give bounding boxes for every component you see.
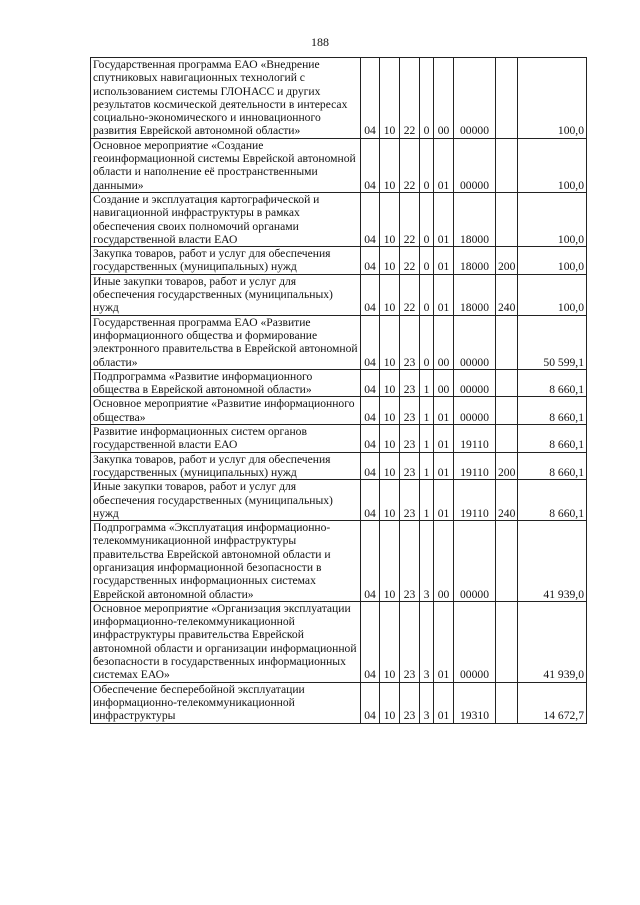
subprogram-code: 3 xyxy=(420,682,434,723)
subsection-code: 10 xyxy=(380,369,400,397)
activity-code: 01 xyxy=(434,274,454,315)
program-code: 23 xyxy=(400,682,420,723)
row-name: Закупка товаров, работ и услуг для обеспечения государственных (муниципальных) нужд xyxy=(91,247,361,275)
subprogram-code: 3 xyxy=(420,601,434,682)
table-row xyxy=(91,682,587,723)
row-name: Основное мероприятие «Развитие информационного общества» xyxy=(91,397,361,425)
subsection-code: 10 xyxy=(380,601,400,682)
subsection-code: 10 xyxy=(380,138,400,192)
activity-code: 01 xyxy=(434,138,454,192)
activity-code: 01 xyxy=(434,601,454,682)
page-number: 188 xyxy=(311,35,329,49)
table-row xyxy=(91,58,587,139)
subsection-code: 10 xyxy=(380,480,400,521)
subsection-code: 10 xyxy=(380,521,400,602)
program-code: 23 xyxy=(400,601,420,682)
subprogram-code: 0 xyxy=(420,274,434,315)
row-name: Закупка товаров, работ и услуг для обеспечения государственных (муниципальных) нужд xyxy=(91,452,361,480)
amount: 100,0 xyxy=(518,192,587,246)
section-code: 04 xyxy=(361,682,380,723)
subprogram-code: 0 xyxy=(420,138,434,192)
section-code: 04 xyxy=(361,480,380,521)
subprogram-code: 0 xyxy=(420,315,434,369)
amount: 100,0 xyxy=(518,58,587,139)
subprogram-code: 0 xyxy=(420,192,434,246)
direction-code: 19310 xyxy=(454,682,496,723)
direction-code: 19110 xyxy=(454,425,496,453)
subsection-code: 10 xyxy=(380,425,400,453)
subprogram-code: 1 xyxy=(420,452,434,480)
subprogram-code: 1 xyxy=(420,369,434,397)
section-code: 04 xyxy=(361,58,380,139)
row-name: Государственная программа ЕАО «Внедрение спутниковых навигационных технологий с использованием системы ГЛОНАСС и других результатов космической деятельности в интересах социально-экономического и инновационного развития Еврейской автономной области» xyxy=(91,58,361,139)
section-code: 04 xyxy=(361,274,380,315)
program-code: 23 xyxy=(400,369,420,397)
table-row xyxy=(91,138,587,192)
activity-code: 00 xyxy=(434,369,454,397)
activity-code: 01 xyxy=(434,480,454,521)
subprogram-code: 3 xyxy=(420,521,434,602)
expense-type-code xyxy=(496,315,518,369)
row-name: Иные закупки товаров, работ и услуг для обеспечения государственных (муниципальных) нужд xyxy=(91,274,361,315)
amount: 50 599,1 xyxy=(518,315,587,369)
activity-code: 01 xyxy=(434,192,454,246)
subprogram-code: 0 xyxy=(420,58,434,139)
section-code: 04 xyxy=(361,425,380,453)
table-row xyxy=(91,369,587,397)
table-row xyxy=(91,397,587,425)
expense-type-code: 240 xyxy=(496,480,518,521)
subprogram-code: 1 xyxy=(420,397,434,425)
table-row xyxy=(91,274,587,315)
amount: 100,0 xyxy=(518,274,587,315)
table-row xyxy=(91,315,587,369)
program-code: 23 xyxy=(400,315,420,369)
activity-code: 01 xyxy=(434,397,454,425)
activity-code: 01 xyxy=(434,425,454,453)
expense-type-code: 240 xyxy=(496,274,518,315)
amount: 100,0 xyxy=(518,138,587,192)
direction-code: 00000 xyxy=(454,58,496,139)
direction-code: 18000 xyxy=(454,192,496,246)
subsection-code: 10 xyxy=(380,315,400,369)
direction-code: 00000 xyxy=(454,397,496,425)
expense-type-code xyxy=(496,138,518,192)
table-row xyxy=(91,247,587,275)
budget-table xyxy=(90,57,587,724)
section-code: 04 xyxy=(361,521,380,602)
amount: 8 660,1 xyxy=(518,425,587,453)
row-name: Основное мероприятие «Организация эксплуатации информационно-телекоммуникационной инфраструктуры правительства Еврейской автономной области и организации информационной безопасности в государственных информационных системах ЕАО» xyxy=(91,601,361,682)
program-code: 22 xyxy=(400,274,420,315)
expense-type-code xyxy=(496,425,518,453)
direction-code: 19110 xyxy=(454,452,496,480)
table-body xyxy=(91,58,587,724)
section-code: 04 xyxy=(361,247,380,275)
direction-code: 18000 xyxy=(454,247,496,275)
section-code: 04 xyxy=(361,369,380,397)
amount: 8 660,1 xyxy=(518,452,587,480)
expense-type-code xyxy=(496,397,518,425)
row-name: Подпрограмма «Развитие информационного общества в Еврейской автономной области» xyxy=(91,369,361,397)
section-code: 04 xyxy=(361,138,380,192)
subsection-code: 10 xyxy=(380,58,400,139)
activity-code: 01 xyxy=(434,682,454,723)
subsection-code: 10 xyxy=(380,274,400,315)
amount: 8 660,1 xyxy=(518,369,587,397)
amount: 100,0 xyxy=(518,247,587,275)
subprogram-code: 1 xyxy=(420,425,434,453)
row-name: Иные закупки товаров, работ и услуг для обеспечения государственных (муниципальных) нужд xyxy=(91,480,361,521)
subsection-code: 10 xyxy=(380,682,400,723)
activity-code: 00 xyxy=(434,315,454,369)
direction-code: 00000 xyxy=(454,601,496,682)
table-row xyxy=(91,601,587,682)
program-code: 22 xyxy=(400,58,420,139)
direction-code: 00000 xyxy=(454,138,496,192)
row-name: Государственная программа ЕАО «Развитие информационного общества и формирование электронного правительства в Еврейской автономной области» xyxy=(91,315,361,369)
subsection-code: 10 xyxy=(380,452,400,480)
expense-type-code: 200 xyxy=(496,247,518,275)
activity-code: 00 xyxy=(434,521,454,602)
program-code: 22 xyxy=(400,247,420,275)
program-code: 23 xyxy=(400,425,420,453)
program-code: 23 xyxy=(400,452,420,480)
direction-code: 18000 xyxy=(454,274,496,315)
program-code: 23 xyxy=(400,480,420,521)
subprogram-code: 0 xyxy=(420,247,434,275)
row-name: Обеспечение бесперебойной эксплуатации информационно-телекоммуникационной инфраструктуры xyxy=(91,682,361,723)
subsection-code: 10 xyxy=(380,397,400,425)
subprogram-code: 1 xyxy=(420,480,434,521)
amount: 8 660,1 xyxy=(518,480,587,521)
row-name: Создание и эксплуатация картографической и навигационной инфраструктуры в рамках обеспечения своих полномочий органами государственной власти ЕАО xyxy=(91,192,361,246)
activity-code: 00 xyxy=(434,58,454,139)
direction-code: 00000 xyxy=(454,521,496,602)
subsection-code: 10 xyxy=(380,192,400,246)
direction-code: 00000 xyxy=(454,369,496,397)
expense-type-code xyxy=(496,369,518,397)
amount: 41 939,0 xyxy=(518,521,587,602)
table-row xyxy=(91,452,587,480)
amount: 41 939,0 xyxy=(518,601,587,682)
section-code: 04 xyxy=(361,397,380,425)
program-code: 22 xyxy=(400,192,420,246)
table-row xyxy=(91,480,587,521)
program-code: 22 xyxy=(400,138,420,192)
row-name: Подпрограмма «Эксплуатация информационно-телекоммуникационной инфраструктуры правительства Еврейской автономной области и организация информационной безопасности в государственных информационных системах Еврейской автономной области» xyxy=(91,521,361,602)
table-row xyxy=(91,521,587,602)
section-code: 04 xyxy=(361,192,380,246)
expense-type-code xyxy=(496,601,518,682)
section-code: 04 xyxy=(361,452,380,480)
expense-type-code xyxy=(496,58,518,139)
table-row xyxy=(91,192,587,246)
section-code: 04 xyxy=(361,601,380,682)
section-code: 04 xyxy=(361,315,380,369)
direction-code: 19110 xyxy=(454,480,496,521)
table-row xyxy=(91,425,587,453)
expense-type-code xyxy=(496,192,518,246)
amount: 14 672,7 xyxy=(518,682,587,723)
direction-code: 00000 xyxy=(454,315,496,369)
row-name: Основное мероприятие «Создание геоинформационной системы Еврейской автономной области и наполнение её пространственными данными» xyxy=(91,138,361,192)
amount: 8 660,1 xyxy=(518,397,587,425)
subsection-code: 10 xyxy=(380,247,400,275)
activity-code: 01 xyxy=(434,247,454,275)
activity-code: 01 xyxy=(434,452,454,480)
expense-type-code xyxy=(496,521,518,602)
expense-type-code: 200 xyxy=(496,452,518,480)
expense-type-code xyxy=(496,682,518,723)
row-name: Развитие информационных систем органов государственной власти ЕАО xyxy=(91,425,361,453)
program-code: 23 xyxy=(400,521,420,602)
program-code: 23 xyxy=(400,397,420,425)
